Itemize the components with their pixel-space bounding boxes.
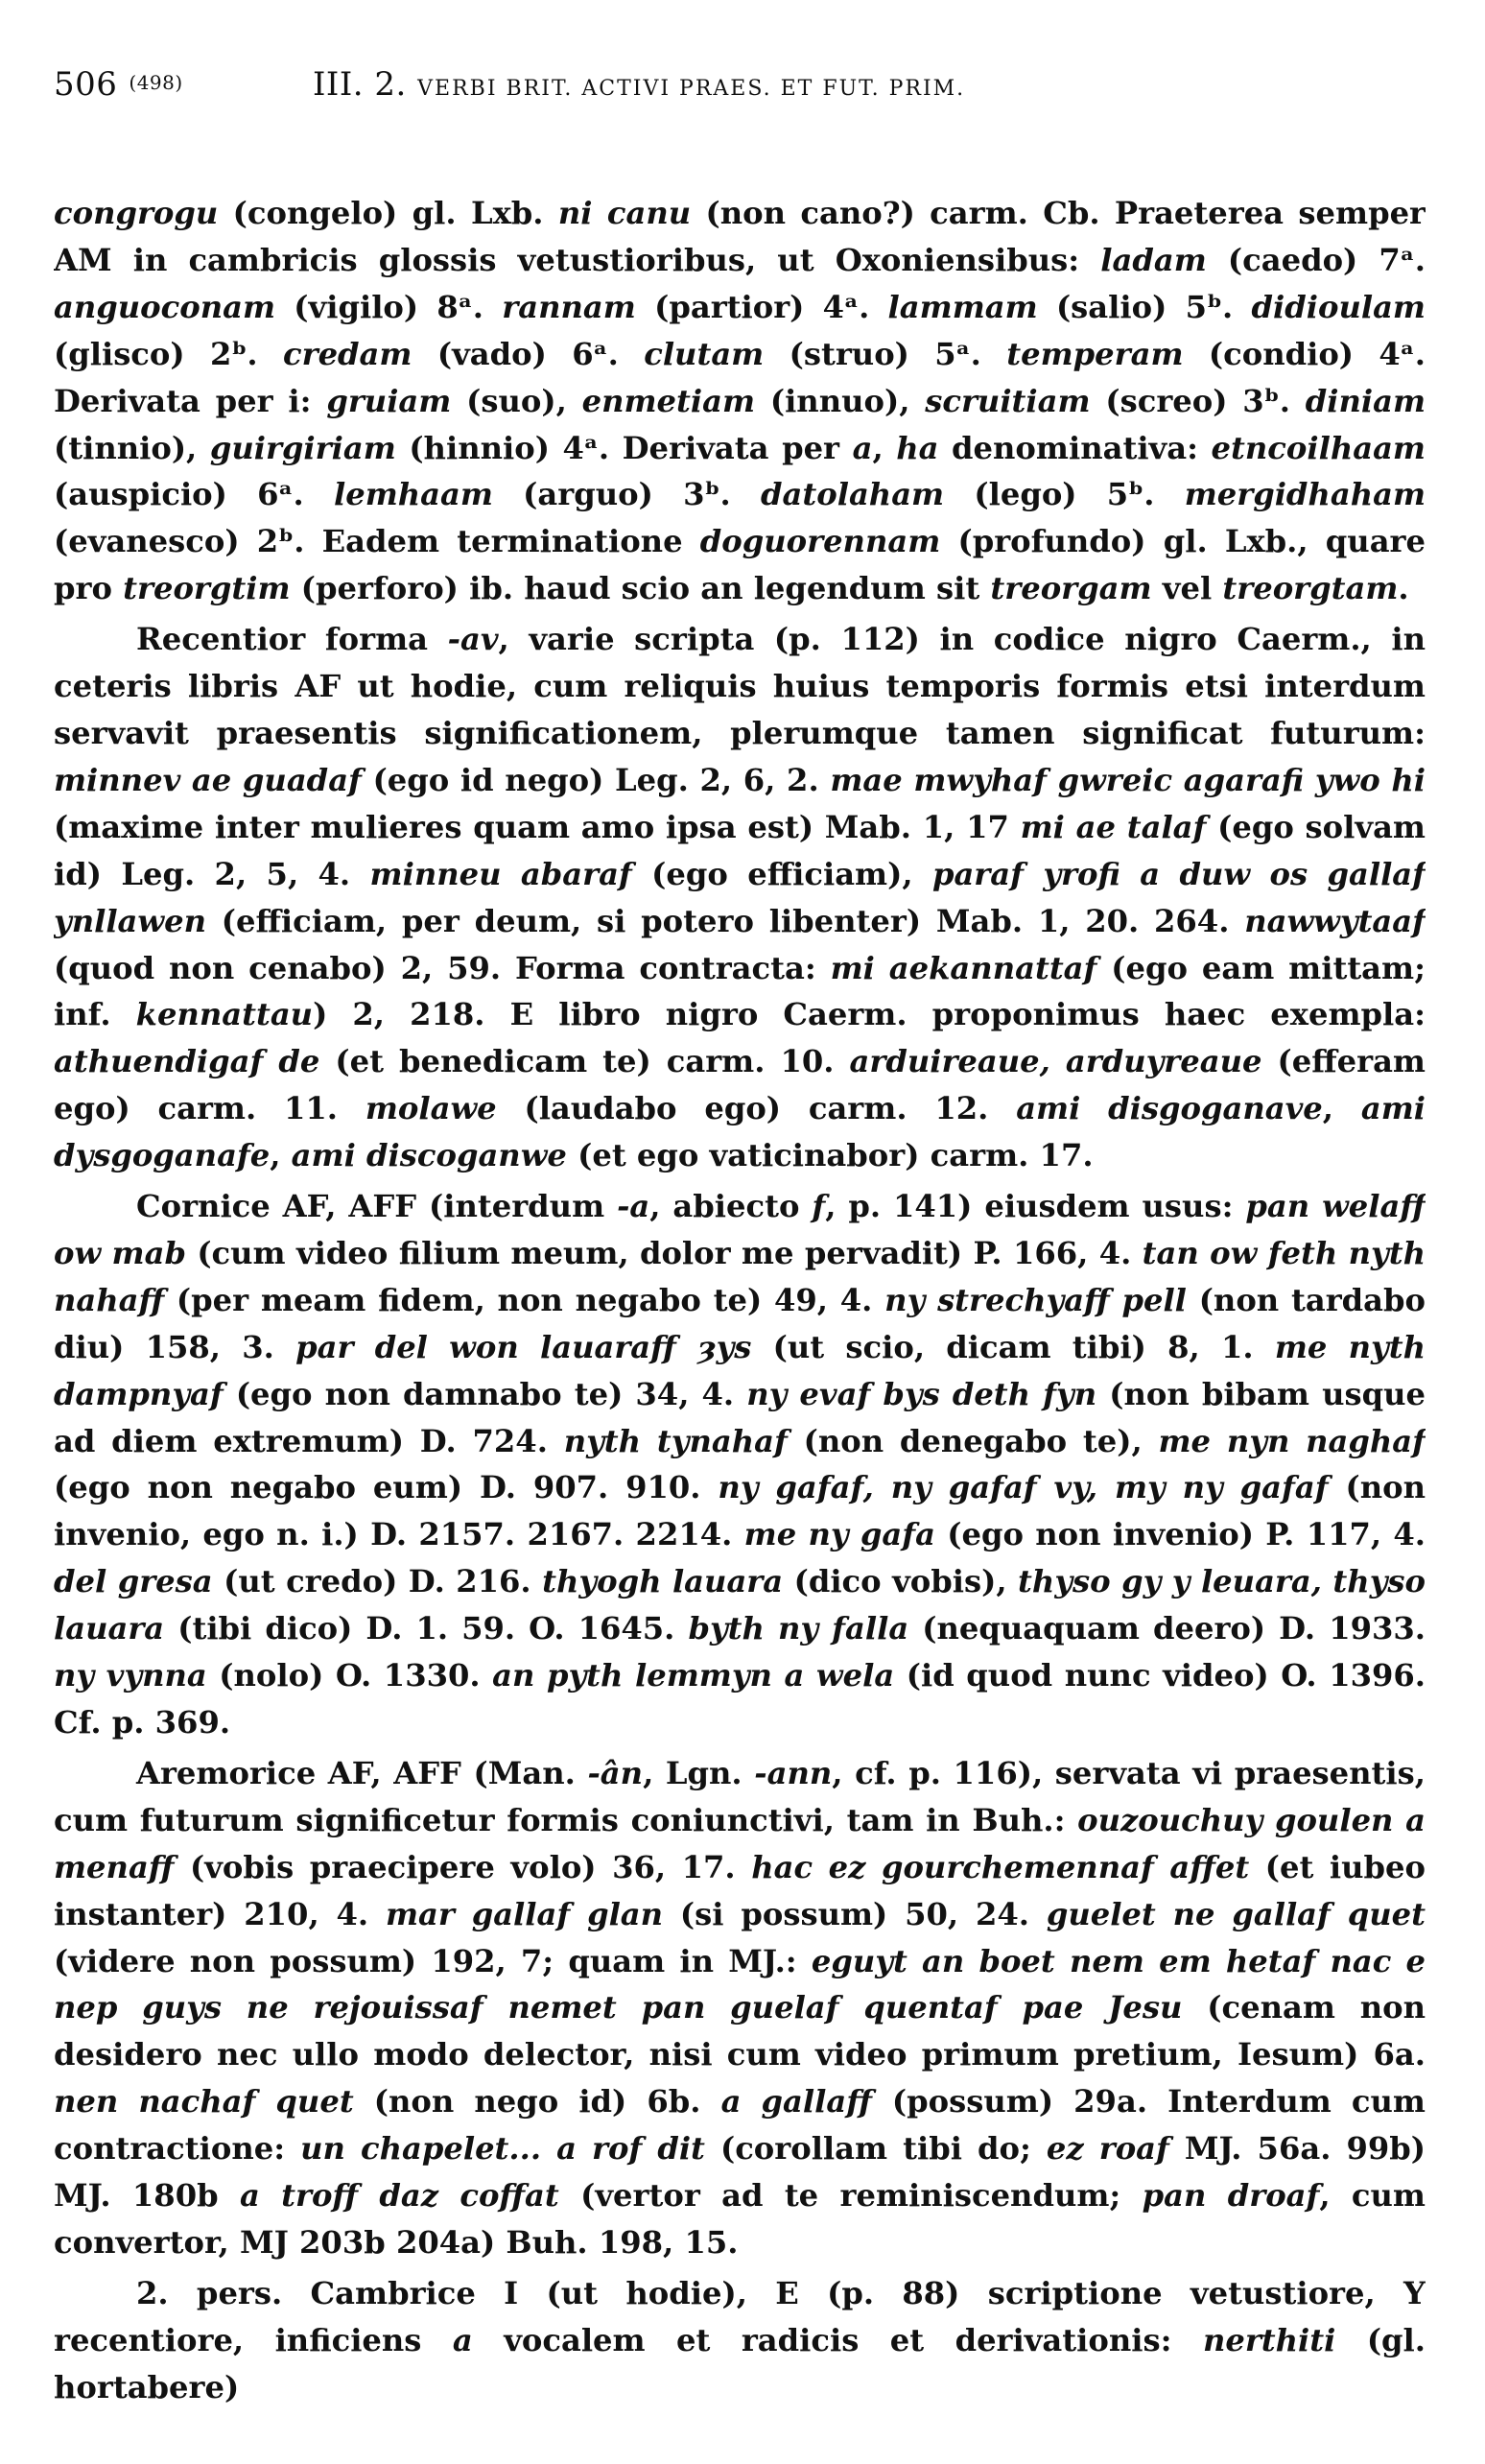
body-text — [54, 190, 1426, 2411]
italic-term: minnev ae guadaf — [54, 761, 362, 798]
italic-term: treorgtam — [1222, 570, 1399, 607]
text-run: (lego) 5ᵇ. — [944, 476, 1185, 513]
italic-term: enmetiam — [581, 382, 756, 419]
italic-term: ez roaf — [1046, 2130, 1169, 2168]
running-title: III. 2. VERBI BRIT. ACTIVI PRAES. ET FUT. PRIM. — [313, 65, 966, 104]
text-run: (vado) 6ᵃ. — [412, 335, 645, 372]
italic-term: ny vynna — [54, 1657, 207, 1694]
text-run: (laudabo ego) carm. 12. — [496, 1090, 1017, 1127]
italic-term: treorgam — [990, 570, 1152, 607]
italic-term: scruitiam — [925, 382, 1091, 419]
italic-term: guelet ne gallaf quet — [1046, 1895, 1426, 1932]
text-run: (non cano?) carm. Cb. Praeterea semper AM in cambricis glossis vetustioribus, ut Oxoniensibus: — [54, 195, 1426, 278]
text-run: (vigilo) 8ᵃ. — [275, 288, 503, 325]
italic-term: molawe — [365, 1090, 497, 1127]
italic-term: a — [852, 429, 873, 466]
text-run: Recentior forma — [136, 621, 448, 658]
italic-term: athuendigaf de — [54, 1043, 320, 1080]
italic-term: f — [812, 1188, 826, 1225]
italic-term: -ân — [587, 1754, 644, 1791]
italic-term: ny strechyaff pell — [884, 1281, 1187, 1318]
text-run: (congelo) gl. Lxb. — [218, 195, 558, 231]
italic-term: un chapelet... a rof dit — [300, 2130, 705, 2168]
text-run: (innuo), — [755, 382, 926, 419]
italic-term: me ny gafa — [743, 1516, 935, 1553]
text-run: (tinnio), — [54, 429, 210, 466]
text-run: (profundo) gl. Lxb., quare pro — [54, 523, 1426, 607]
italic-term: temperam — [1006, 335, 1184, 372]
italic-term: -ann — [754, 1754, 833, 1791]
text-run: 2. pers. Cambrice I (ut hodie), E (p. 88) scriptione vetustiore, Y recentiore, inficiens — [54, 2274, 1426, 2358]
italic-term: lammam — [887, 288, 1038, 325]
text-run: , Lgn. — [643, 1754, 755, 1791]
italic-term: datolaham — [761, 476, 945, 513]
italic-term: nerthiti — [1202, 2321, 1336, 2358]
text-run: (suo), — [451, 382, 582, 419]
page-number-alt: (498) — [129, 71, 183, 94]
italic-term: ny gafaf, ny gafaf vy, my ny gafaf — [718, 1469, 1329, 1506]
text-run: (dico vobis), — [783, 1563, 1019, 1600]
text-run: (per meam fidem, non negabo te) 49, 4. — [164, 1281, 885, 1318]
text-run: (nequaquam deero) D. 1933. — [908, 1610, 1426, 1647]
text-run: (struo) 5ᵃ. — [764, 335, 1007, 372]
text-run: (videre non possum) 192, 7; quam in MJ.: — [54, 1942, 812, 1979]
text-run: (cenam non desidero nec ullo modo delector, nisi cum video primum pretium, Iesum) 6a. — [54, 1989, 1426, 2073]
text-run: , p. 141) eiusdem usus: — [825, 1188, 1246, 1225]
italic-term: par del won lauaraff ȝys — [295, 1328, 752, 1365]
italic-term: gruiam — [326, 382, 452, 419]
text-run: (evanesco) 2ᵇ. Eadem terminatione — [54, 523, 700, 560]
text-run: (ego efficiam), — [631, 855, 932, 892]
text-run: , varie scripta (p. 112) in codice nigro Caerm., in ceteris libris AF ut hodie, cum reliquis huius temporis formis etsi interdum servavit praesentis significationem, plerumque tamen significat futurum: — [54, 621, 1426, 751]
italic-term: pan droaf — [1142, 2177, 1320, 2215]
text-run: (et benedicam te) carm. 10. — [319, 1043, 850, 1080]
text-run: , — [1322, 1090, 1361, 1127]
page-number: 506 (498) — [54, 65, 183, 104]
text-run: vel — [1151, 570, 1223, 607]
text-run: (screo) 3ᵇ. — [1090, 382, 1306, 419]
text-run: (cum video filium meum, dolor me pervadit) P. 166, 4. — [185, 1234, 1143, 1271]
text-run: (id quod nunc video) O. 1396. Cf. p. 369. — [54, 1657, 1426, 1741]
text-run: (ego eam mittam; inf. — [54, 949, 1426, 1033]
text-run: (condio) 4ᵃ. Derivata per i: — [54, 335, 1426, 419]
italic-term: hac ez gourchemennaf affet — [751, 1848, 1250, 1885]
text-run: (partior) 4ᵃ. — [635, 288, 888, 325]
italic-term: mae mwyhaf gwreic agarafi ywo hi — [830, 761, 1426, 798]
paragraph-2 — [54, 616, 1426, 1179]
text-run: ) 2, 218. E libro nigro Caerm. proponimus haec exempla: — [313, 996, 1426, 1033]
italic-term: mi aekannattaf — [830, 949, 1097, 986]
text-run: (caedo) 7ᵃ. — [1206, 241, 1426, 278]
italic-term: mi ae talaf — [1020, 808, 1207, 845]
italic-term: ladam — [1100, 241, 1207, 278]
text-run: (salio) 5ᵇ. — [1037, 288, 1252, 325]
text-run: , cf. p. 116), servata vi praesentis, cum futurum significetur formis coniunctivi, tam in Buh.: — [54, 1754, 1426, 1838]
text-run: (glisco) 2ᵇ. — [54, 335, 284, 372]
italic-term: treorgtim — [123, 570, 291, 607]
text-run: (non bibam usque ad diem extremum) D. 724. — [54, 1375, 1426, 1459]
text-run: (si possum) 50, 24. — [663, 1895, 1047, 1932]
text-run: (auspicio) 6ᵃ. — [54, 476, 334, 513]
italic-term: nen nachaf quet — [54, 2083, 354, 2120]
text-run: Cornice AF, AFF (interdum — [136, 1188, 618, 1225]
text-run: , cum convertor, MJ 203b 204a) Buh. 198, 15. — [54, 2177, 1426, 2261]
italic-term: eguyt an boet nem em hetaf nac e nep guys ne rejouissaf nemet pan guelaf quentaf pae Jesu — [54, 1942, 1426, 2026]
italic-term: ny evaf bys deth fyn — [746, 1375, 1097, 1412]
italic-term: ami dysgoganafe — [54, 1090, 1426, 1174]
text-run: (nolo) O. 1330. — [206, 1657, 493, 1694]
italic-term: me nyth dampnyaf — [54, 1328, 1426, 1412]
text-run: , abiecto — [649, 1188, 813, 1225]
italic-term: etncoilhaam — [1211, 429, 1426, 466]
running-title-smallcaps: VERBI BRIT. ACTIVI PRAES. ET FUT. PRIM. — [417, 77, 966, 101]
paragraph-4 — [54, 1750, 1426, 2266]
text-run: (non tardabo diu) 158, 3. — [54, 1281, 1426, 1365]
text-run: (ego non damnabo te) 34, 4. — [223, 1375, 747, 1412]
italic-term: nyth tynahaf — [563, 1422, 788, 1459]
italic-term: paraf yrofi a duw os gallaf ynllawen — [54, 855, 1426, 939]
italic-term: ami disgoganave — [1016, 1090, 1323, 1127]
text-run: (possum) 29a. Interdum cum contractione: — [54, 2083, 1426, 2168]
text-run: MJ. 56a. 99b) MJ. 180b — [54, 2130, 1426, 2215]
text-run: (et ego vaticinabor) carm. 17. — [566, 1137, 1094, 1174]
italic-term: a troff daz coffat — [239, 2177, 559, 2215]
italic-term: ami discoganwe — [291, 1137, 567, 1174]
italic-term: doguorennam — [699, 523, 941, 560]
text-run: . — [1398, 570, 1409, 607]
italic-term: ni canu — [557, 195, 692, 231]
text-run: (et iubeo instanter) 210, 4. — [54, 1848, 1426, 1932]
text-run: (ego non negabo eum) D. 907. 910. — [54, 1469, 719, 1506]
italic-term: ha — [896, 429, 939, 466]
text-run: denominativa: — [938, 429, 1212, 466]
italic-term: congrogu — [54, 195, 219, 231]
italic-term: minneu abaraf — [369, 855, 632, 892]
italic-term: arduireaue, arduyreaue — [849, 1043, 1262, 1080]
text-run: (ego non invenio) P. 117, 4. — [934, 1516, 1426, 1553]
text-run: (non invenio, ego n. i.) D. 2157. 2167. 2214. — [54, 1469, 1426, 1553]
text-run: (efferam ego) carm. 11. — [54, 1043, 1426, 1127]
italic-term: byth ny falla — [688, 1610, 909, 1647]
italic-term: ouzouchuy goulen a menaff — [54, 1801, 1426, 1885]
italic-term: -av — [447, 621, 499, 658]
text-run: , — [872, 429, 897, 466]
italic-term: diniam — [1305, 382, 1426, 419]
text-run: (quod non cenabo) 2, 59. Forma contracta: — [54, 949, 831, 986]
text-run: (non nego id) 6b. — [353, 2083, 721, 2120]
italic-term: a — [452, 2321, 473, 2358]
italic-term: thyso gy y leuara, thyso lauara — [54, 1563, 1426, 1647]
text-run: (ego solvam id) Leg. 2, 5, 4. — [54, 808, 1426, 892]
text-run: (perforo) ib. haud scio an legendum sit — [290, 570, 991, 607]
italic-term: kennattau — [135, 996, 314, 1033]
text-run: (tibi dico) D. 1. 59. O. 1645. — [164, 1610, 689, 1647]
text-run: (ut scio, dicam tibi) 8, 1. — [751, 1328, 1275, 1365]
text-run: (hinnio) 4ᵃ. Derivata per — [395, 429, 853, 466]
running-head — [54, 65, 1426, 132]
italic-term: an pyth lemmyn a wela — [492, 1657, 895, 1694]
italic-term: nawwytaaf — [1244, 902, 1426, 939]
italic-term: guirgiriam — [209, 429, 396, 466]
italic-term: me nyn naghaf — [1158, 1422, 1426, 1459]
text-run: (arguo) 3ᵇ. — [492, 476, 762, 513]
text-run: (vertor ad te reminiscendum; — [558, 2177, 1143, 2215]
text-run: (vobis praecipere volo) 36, 17. — [174, 1848, 752, 1885]
italic-term: clutam — [644, 335, 765, 372]
italic-term: pan welaff ow mab — [54, 1188, 1426, 1271]
text-run: (efficiam, per deum, si potero libenter) Mab. 1, 20. 264. — [206, 902, 1245, 939]
text-run: (gl. hortabere) — [54, 2321, 1426, 2405]
text-run: vocalem et radicis et derivationis: — [472, 2321, 1203, 2358]
italic-term: tan ow feth nyth nahaff — [54, 1234, 1426, 1318]
document-page — [54, 65, 1426, 2435]
text-run: (maxime inter mulieres quam amo ipsa est) Mab. 1, 17 — [54, 808, 1021, 845]
text-run: (ut credo) D. 216. — [212, 1563, 543, 1600]
text-run: (corollam tibi do; — [704, 2130, 1047, 2168]
paragraph-1 — [54, 190, 1426, 612]
italic-term: mergidhaham — [1184, 476, 1426, 513]
italic-term: a gallaff — [720, 2083, 872, 2120]
italic-term: didioulam — [1251, 288, 1426, 325]
text-run: (ego id nego) Leg. 2, 6, 2. — [361, 761, 831, 798]
text-run: Aremorice AF, AFF (Man. — [136, 1754, 588, 1791]
italic-term: credam — [283, 335, 412, 372]
italic-term: del gresa — [54, 1563, 213, 1600]
paragraph-3 — [54, 1183, 1426, 1746]
paragraph-5 — [54, 2270, 1426, 2411]
italic-term: anguoconam — [54, 288, 276, 325]
italic-term: thyogh lauara — [542, 1563, 784, 1600]
italic-term: mar gallaf glan — [385, 1895, 664, 1932]
text-run: (non denegabo te), — [787, 1422, 1159, 1459]
italic-term: lemhaam — [333, 476, 493, 513]
italic-term: rannam — [502, 288, 636, 325]
italic-term: -a — [617, 1188, 650, 1225]
text-run: , — [270, 1137, 292, 1174]
